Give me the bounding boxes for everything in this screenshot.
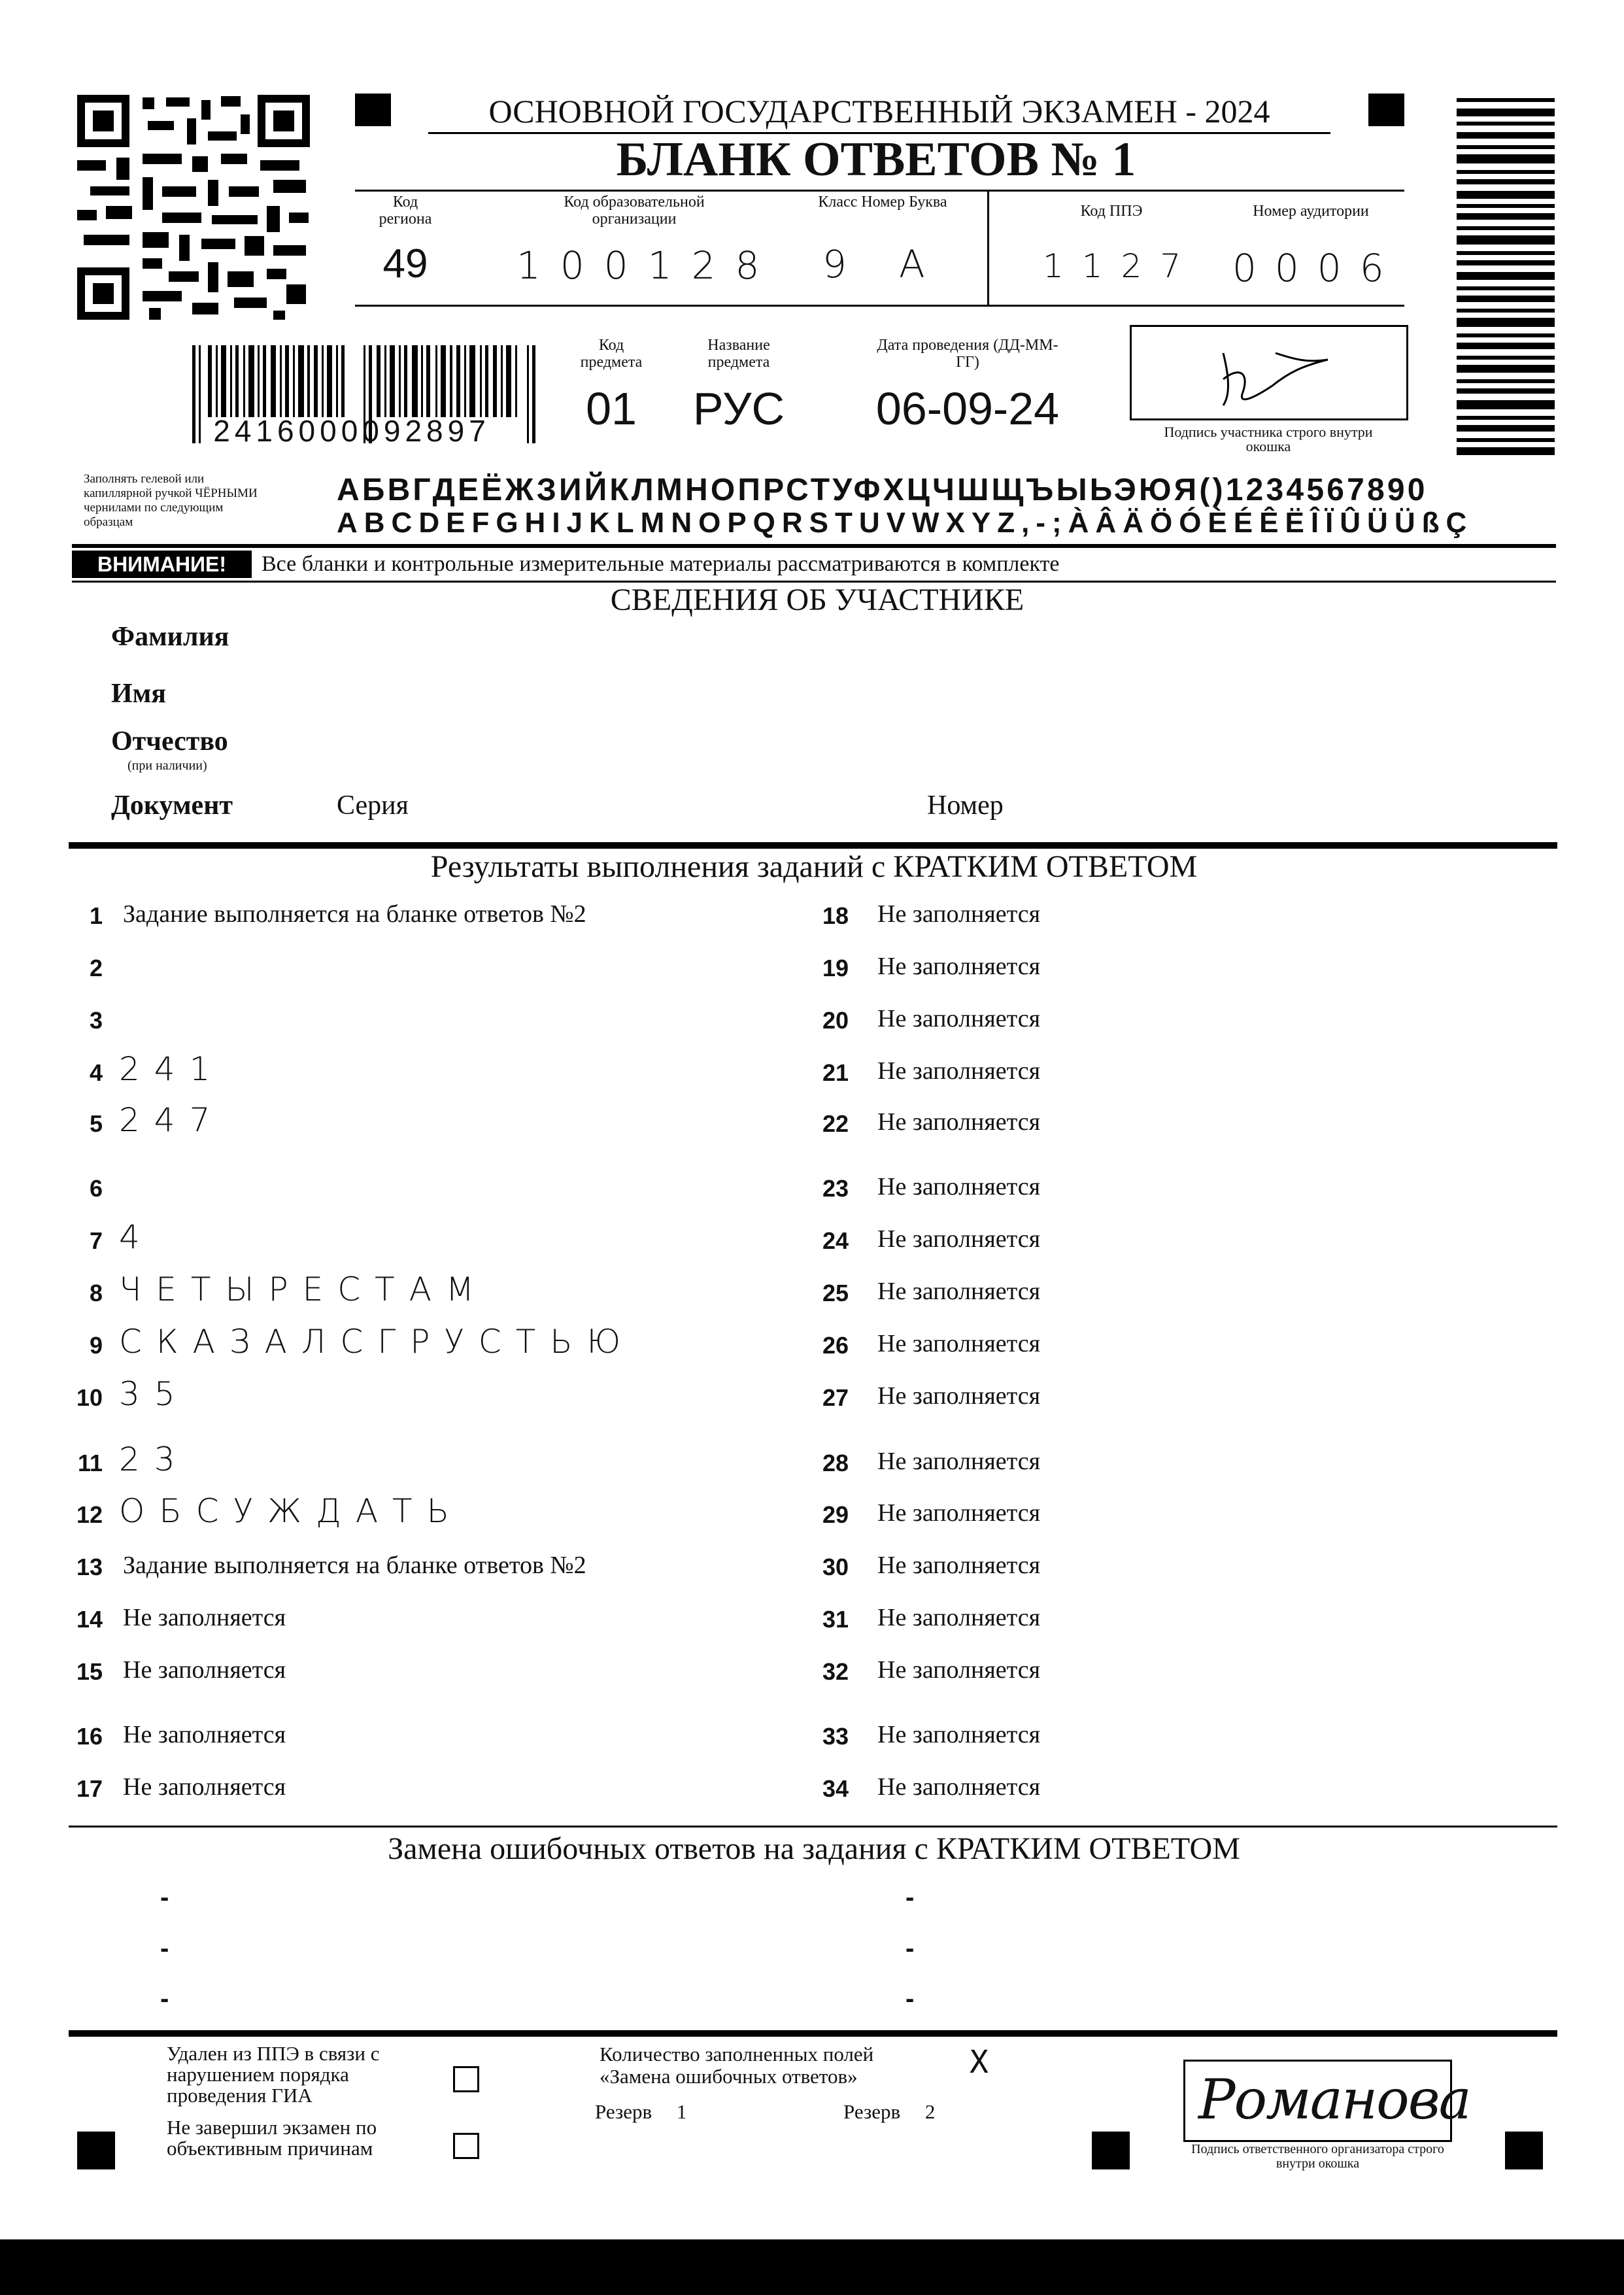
answer-printed-text: Не заполняется — [877, 1604, 1041, 1631]
replacement-dash[interactable]: - — [905, 1934, 915, 1963]
document-label: Документ — [111, 790, 233, 821]
answer-printed-text: Не заполняется — [877, 1382, 1041, 1410]
answer-printed-text: Не заполняется — [877, 1721, 1041, 1748]
answer-handwritten-field[interactable]: 35 — [119, 1375, 190, 1413]
answer-number: 13 — [76, 1554, 103, 1580]
answer-printed-text: Не заполняется — [877, 1278, 1041, 1305]
answer-number: 3 — [89, 1007, 103, 1034]
answer-printed-text: Не заполняется — [123, 1604, 286, 1631]
answer-number: 12 — [76, 1501, 103, 1528]
answer-handwritten-field[interactable]: ОБСУЖДАТЬ — [119, 1492, 464, 1530]
series-label: Серия — [337, 790, 409, 821]
region-value: 49 — [382, 241, 428, 286]
answer-handwritten-field[interactable]: 247 — [119, 1101, 225, 1139]
codes-bottom-line — [355, 305, 1404, 307]
answer-number: 7 — [89, 1227, 103, 1254]
answer-number: 10 — [76, 1384, 103, 1411]
answer-handwritten-field[interactable]: 23 — [119, 1440, 190, 1478]
sample-bottom-line — [72, 544, 1556, 548]
sample-row-cyrillic: АБВГДЕЁЖЗИЙКЛМНОПРСТУФХЦЧШЩЪЫЬЭЮЯ()1234567890 — [337, 473, 1428, 507]
organizer-signature-box[interactable] — [1183, 2060, 1470, 2142]
answer-handwritten-field[interactable]: СКАЗАЛСГРУСТЬЮ — [119, 1323, 635, 1361]
participant-signature-caption: Подпись участника строго внутри окошка — [1164, 424, 1373, 454]
replacement-dash[interactable]: - — [160, 1934, 169, 1963]
answer-number: 28 — [822, 1450, 849, 1476]
number-label: Номер — [927, 790, 1004, 821]
org-label: Код образовательной организации — [564, 194, 705, 228]
answer-handwritten-field[interactable]: ЧЕТЫРЕСТАМ — [119, 1270, 489, 1308]
answer-number: 9 — [89, 1332, 103, 1359]
class-label: Класс Номер Буква — [818, 194, 947, 211]
answer-number: 15 — [76, 1658, 103, 1685]
answer-number: 5 — [89, 1110, 103, 1137]
codes-top-line — [355, 190, 1404, 192]
not-finished-label: Не завершил экзамен по объективным причинам — [167, 2116, 377, 2160]
replacement-dash[interactable]: - — [905, 1984, 915, 2013]
replacement-dash[interactable]: - — [160, 1984, 169, 2013]
answer-number: 20 — [822, 1007, 849, 1034]
answer-printed-text: Не заполняется — [877, 1656, 1041, 1684]
answer-number: 16 — [76, 1723, 103, 1750]
reserve-1-label: Резерв 1 — [595, 2100, 687, 2123]
answer-handwritten-field[interactable]: 241 — [119, 1050, 225, 1088]
warning-text: Все бланки и контрольные измерительные материалы рассматриваются в комплекте — [262, 552, 1060, 576]
org-value: 100128 — [516, 243, 779, 288]
answer-number: 33 — [822, 1723, 849, 1750]
answer-printed-text: Не заполняется — [877, 1330, 1041, 1357]
room-label: Номер аудитории — [1253, 203, 1369, 220]
organizer-signature: Романова — [1198, 2067, 1470, 2132]
answer-printed-text: Не заполняется — [877, 1225, 1041, 1253]
name-label: Имя — [111, 679, 166, 709]
answer-handwritten-field[interactable]: 4 — [119, 1218, 154, 1256]
answer-printed-text: Не заполняется — [123, 1656, 286, 1684]
answer-printed-text: Задание выполняется на бланке ответов №2 — [123, 1552, 586, 1579]
subject-name-label: Название предмета — [707, 337, 770, 371]
answer-printed-text: Не заполняется — [877, 1173, 1041, 1200]
ppe-value: 1127 — [1043, 247, 1200, 285]
answer-printed-text: Не заполняется — [877, 953, 1041, 980]
bottom-band — [0, 2239, 1624, 2295]
answer-number: 31 — [822, 1606, 849, 1633]
answer-number: 26 — [822, 1332, 849, 1359]
not-finished-checkbox[interactable] — [453, 2133, 479, 2159]
answer-printed-text: Не заполняется — [877, 900, 1041, 928]
answer-number: 19 — [822, 955, 849, 981]
patronymic-label: Отчество — [111, 726, 228, 756]
surname-label: Фамилия — [111, 622, 229, 652]
room-value: 0006 — [1232, 246, 1402, 290]
anchor-square-bottom-mid — [1092, 2132, 1130, 2169]
patronymic-note: (при наличии) — [127, 758, 207, 773]
answer-printed-text: Не заполняется — [123, 1721, 286, 1748]
answer-number: 29 — [822, 1501, 849, 1528]
answer-printed-text: Не заполняется — [877, 1499, 1041, 1527]
answer-number: 14 — [76, 1606, 103, 1633]
answer-printed-text: Не заполняется — [123, 1773, 286, 1801]
date-value: 06-09-24 — [875, 383, 1060, 434]
sample-row-latin: ABCDEFGHIJKLMNOPQRSTUVWXYZ,-;ÀÂÄÖÓÈÉÊËÎÏÛÜÜßÇ — [337, 507, 1474, 539]
answer-number: 17 — [76, 1775, 103, 1802]
anchor-square-top-right — [1368, 94, 1404, 126]
answer-number: 4 — [89, 1059, 103, 1086]
sample-instruction: Заполнять гелевой или капиллярной ручкой ЧЁРНЫМИ чернилами по следующим образцам — [84, 472, 258, 529]
exam-title: ОСНОВНОЙ ГОСУДАРСТВЕННЫЙ ЭКЗАМЕН - 2024 — [428, 90, 1330, 134]
answer-printed-text: Не заполняется — [877, 1005, 1041, 1032]
answer-number: 8 — [89, 1280, 103, 1306]
subject-code-label: Код предмета — [580, 337, 643, 371]
answer-number: 18 — [822, 902, 849, 929]
removed-checkbox[interactable] — [453, 2066, 479, 2092]
answer-number: 30 — [822, 1554, 849, 1580]
replacement-dash[interactable]: - — [905, 1883, 915, 1912]
footer-top-line — [69, 2030, 1557, 2037]
answer-number: 2 — [89, 955, 103, 981]
answer-number: 23 — [822, 1175, 849, 1202]
qr-code — [77, 95, 310, 320]
answer-number: 24 — [822, 1227, 849, 1254]
class-letter: А — [899, 242, 939, 286]
answer-printed-text: Задание выполняется на бланке ответов №2 — [123, 900, 586, 928]
subject-name-value: РУС — [692, 383, 785, 434]
answer-printed-text: Не заполняется — [877, 1108, 1041, 1136]
anchor-square-bottom-left — [77, 2132, 115, 2169]
class-number: 9 — [822, 242, 861, 286]
replacement-count-value[interactable]: X — [970, 2044, 989, 2081]
answer-printed-text: Не заполняется — [877, 1552, 1041, 1579]
answer-number: 34 — [822, 1775, 849, 1802]
answer-number: 32 — [822, 1658, 849, 1685]
organizer-signature-caption: Подпись ответственного организатора строго внутри окошка — [1191, 2142, 1444, 2171]
replacement-section-title: Замена ошибочных ответов на задания с КРАТКИМ ОТВЕТОМ — [388, 1831, 1240, 1866]
answer-number: 6 — [89, 1175, 103, 1202]
answer-number: 11 — [77, 1450, 103, 1476]
form-title: БЛАНК ОТВЕТОВ № 1 — [616, 133, 1136, 186]
replacement-count-label: Количество заполненных полей «Замена ошибочных ответов» — [600, 2043, 874, 2088]
answer-number: 21 — [822, 1059, 849, 1086]
replacement-dash[interactable]: - — [160, 1883, 169, 1912]
answer-number: 1 — [89, 902, 103, 929]
answers-section-title: Результаты выполнения заданий с КРАТКИМ ОТВЕТОМ — [430, 849, 1198, 884]
date-label: Дата проведения (ДД-ММ-ГГ) — [877, 337, 1058, 371]
participant-section-title: СВЕДЕНИЯ ОБ УЧАСТНИКЕ — [610, 583, 1024, 617]
answer-number: 22 — [822, 1110, 849, 1137]
region-label: Код региона — [379, 194, 432, 228]
reserve-2-label: Резерв 2 — [843, 2100, 936, 2123]
answer-number: 25 — [822, 1280, 849, 1306]
participant-signature-box[interactable] — [1130, 325, 1408, 420]
participant-signature — [1132, 327, 1406, 418]
answer-printed-text: Не заполняется — [877, 1448, 1041, 1475]
ppe-label: Код ППЭ — [1080, 203, 1143, 220]
side-barcode — [1457, 98, 1555, 461]
warning-label: ВНИМАНИЕ! — [72, 551, 252, 578]
answer-number: 27 — [822, 1384, 849, 1411]
anchor-square-top-left — [355, 94, 391, 126]
barcode-number: 2416000092897 — [213, 414, 490, 448]
answer-printed-text: Не заполняется — [877, 1057, 1041, 1085]
codes-divider — [987, 190, 989, 306]
answers-bottom-line — [69, 1826, 1557, 1828]
answers-top-line — [69, 842, 1557, 849]
answer-printed-text: Не заполняется — [877, 1773, 1041, 1801]
anchor-square-bottom-right — [1505, 2132, 1543, 2169]
subject-code-value: 01 — [586, 383, 637, 434]
removed-label: Удален из ППЭ в связи с нарушением порядка проведения ГИА — [167, 2042, 380, 2107]
